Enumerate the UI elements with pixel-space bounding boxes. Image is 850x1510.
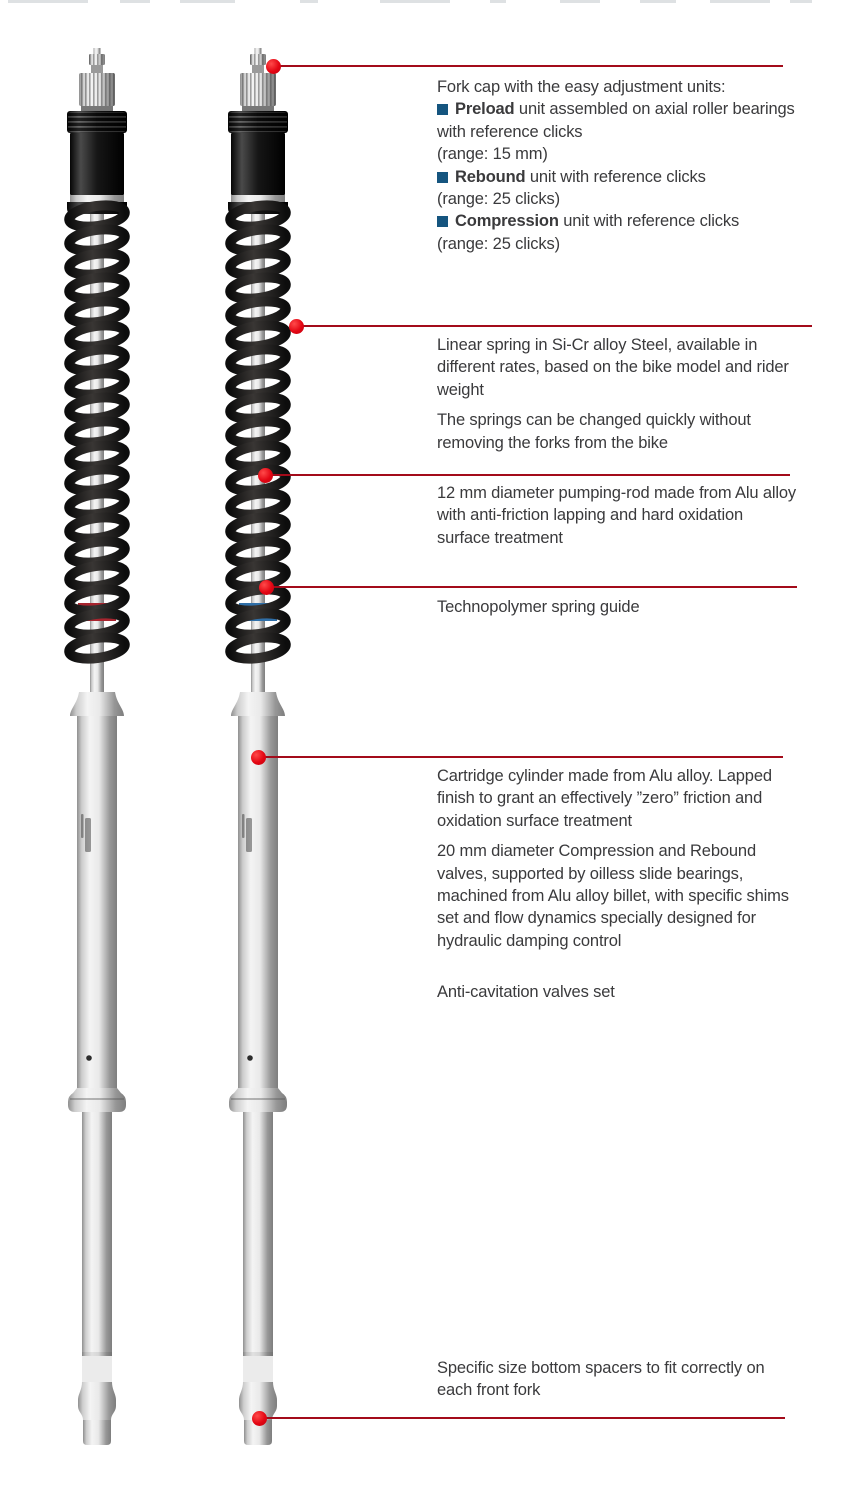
callout-line-cartridge	[258, 756, 783, 758]
bullet-square-icon	[437, 172, 448, 183]
bullet-square-icon	[437, 104, 448, 115]
note-spring-guide: Technopolymer spring guide	[437, 598, 640, 616]
note-fork-cap-bullet-preload: Preload unit assembled on axial roller bearings with reference clicks	[437, 100, 795, 141]
callout-dot-bottom-spacers	[252, 1411, 267, 1426]
fork-cartridge-left-illustration	[37, 46, 157, 1446]
callout-line-linear-spring	[296, 325, 812, 327]
note-fork-cap-preload-range: (range: 15 mm)	[437, 145, 548, 164]
note-fork-cap-bullet-compression: Compression unit with reference clicks	[437, 210, 799, 232]
callout-dot-fork-cap	[266, 59, 281, 74]
callout-dot-pumping-rod	[258, 468, 273, 483]
callout-dot-spring-guide	[259, 580, 274, 595]
note-pumping-rod: 12 mm diameter pumping-rod made from Alu alloy with anti-friction lapping and hard oxidation surface treatment	[437, 484, 797, 547]
callout-line-fork-cap	[273, 65, 783, 67]
callout-line-spring-guide	[266, 586, 797, 588]
note-fork-cap-compression-range: (range: 25 clicks)	[437, 234, 560, 253]
note-fork-cap-bullet-rebound: Rebound unit with reference clicks	[437, 166, 799, 188]
note-fork-cap	[437, 76, 799, 255]
callout-line-bottom-spacers	[259, 1417, 785, 1419]
callout-dot-linear-spring	[289, 319, 304, 334]
bullet-square-icon	[437, 216, 448, 227]
fork-cartridge-right-illustration	[198, 46, 318, 1446]
note-cartridge: Cartridge cylinder made from Alu alloy. Lapped finish to grant an effectively ”zero” friction and oxidation surface treatment 20 mm diameter Compression and Rebound valves, supported by oilless slide bearings, machined from Alu alloy billet, with specific shims set and flow dynamics specially designed for hydraulic damping control Anti-cavitation valves set	[437, 767, 789, 1002]
note-bottom-spacers: Specific size bottom spacers to fit correctly on each front fork	[437, 1359, 765, 1400]
callout-dot-cartridge	[251, 750, 266, 765]
note-fork-cap-intro: Fork cap with the easy adjustment units:	[437, 78, 726, 96]
note-linear-spring: Linear spring in Si-Cr alloy Steel, available in different rates, based on the bike model and rider weight The springs can be changed quickly without removing the forks from the bike	[437, 336, 789, 452]
note-fork-cap-rebound-range: (range: 25 clicks)	[437, 190, 560, 209]
callout-line-pumping-rod	[265, 474, 790, 476]
